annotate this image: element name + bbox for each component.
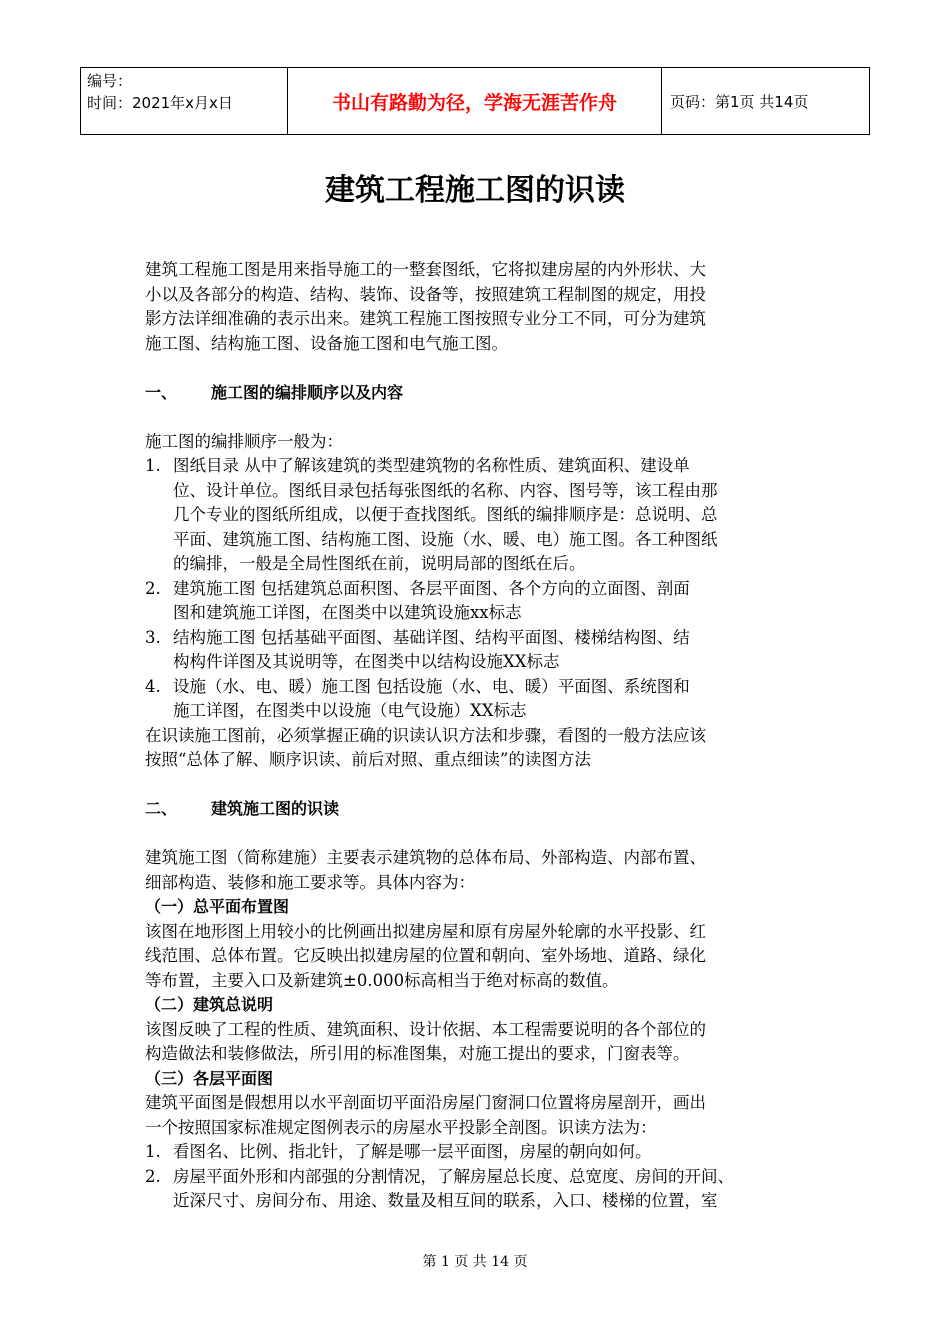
- closing-line: 按照“总体了解、顺序识读、前后对照、重点细读”的读图方法: [145, 750, 591, 769]
- list-number: 2.: [145, 578, 161, 598]
- subsection-heading: （一）总平面布置图: [145, 897, 290, 916]
- list-line: 房屋平面外形和内部强的分割情况，了解房屋总长度、总宽度、房间的开间、: [173, 1166, 734, 1186]
- page-info: 页码：第1页 共14页: [662, 68, 870, 135]
- closing-line: 在识读施工图前，必须掌握正确的识读认识方法和步骤，看图的一般方法应该: [145, 725, 706, 745]
- page-footer: 第 1 页 共 14 页: [422, 1254, 528, 1270]
- section2-heading: [145, 797, 815, 822]
- paragraph-line: 等布置，主要入口及新建筑±0.000标高相当于绝对标高的数值。: [145, 970, 619, 990]
- intro-paragraph: [145, 258, 815, 356]
- section2-title: 建筑施工图的识读: [211, 799, 340, 818]
- paragraph-line: 一个按照国家标准规定图例表示的房屋水平投影全剖图。识读方法为：: [145, 1117, 657, 1137]
- header-table: [80, 67, 870, 135]
- list-line: 图纸目录 从中了解该建筑的类型建筑物的名称性质、建筑面积、建设单: [173, 456, 690, 475]
- list-number: 3.: [145, 627, 161, 647]
- section1-heading: [145, 381, 815, 406]
- list-item: [145, 577, 815, 626]
- paragraph-line: 建筑平面图是假想用以水平剖面切平面沿房屋门窗洞口位置将房屋剖开，画出: [145, 1093, 706, 1112]
- paragraph-line: 该图在地形图上用较小的比例画出拟建房屋和原有房屋外轮廓的水平投影、红: [145, 921, 706, 941]
- list-item: [145, 626, 815, 675]
- list-line: 的编排，一般是全局性图纸在前，说明局部的图纸在后。: [173, 554, 586, 573]
- list-line: 建筑施工图 包括建筑总面积图、各层平面图、各个方向的立面图、剖面: [173, 578, 690, 598]
- list-number: 2.: [145, 1166, 161, 1186]
- intro-line: 施工图、结构施工图、设备施工图和电气施工图。: [145, 333, 508, 353]
- document-body: [145, 258, 815, 1214]
- list-line: 构构件详图及其说明等，在图类中以结构设施XX标志: [173, 652, 560, 671]
- section2-lead: 细部构造、装修和施工要求等。具体内容为：: [145, 872, 475, 892]
- section2-lead: 建筑施工图（简称建施）主要表示建筑物的总体布局、外部构造、内部布置、: [145, 848, 706, 867]
- header-left-cell: [81, 68, 288, 135]
- list-number: 1.: [145, 1142, 161, 1161]
- list-item: [145, 454, 815, 577]
- motto: 书山有路勤为径，学海无涯苦作舟: [288, 68, 662, 135]
- section2-number: 二、: [145, 799, 178, 818]
- list-line: 看图名、比例、指北针，了解是哪一层平面图，房屋的朝向如何。: [173, 1142, 652, 1161]
- list-number: 1.: [145, 456, 161, 475]
- list-line: 设施（水、电、暖）施工图 包括设施（水、电、暖）平面图、系统图和: [173, 676, 690, 696]
- list-number: 4.: [145, 676, 161, 696]
- intro-line: 小以及各部分的构造、结构、装饰、设备等，按照建筑工程制图的规定，用投: [145, 284, 706, 304]
- subsection-heading: （三）各层平面图: [145, 1068, 274, 1088]
- time-label: 时间：2021年x月x日: [87, 94, 233, 112]
- list-line: 图和建筑施工详图，在图类中以建筑设施xx标志: [173, 603, 522, 622]
- intro-line: 建筑工程施工图是用来指导施工的一整套图纸，它将拟建房屋的内外形状、大: [145, 260, 706, 279]
- list-line: 近深尺寸、房间分布、用途、数量及相互间的联系，入口、楼梯的位置，室: [173, 1191, 718, 1210]
- number-label: 编号：: [87, 72, 133, 90]
- list-line: 几个专业的图纸所组成，以便于查找图纸。图纸的编排顺序是：总说明、总: [173, 505, 718, 524]
- section1-number: 一、: [145, 382, 178, 402]
- list-item: [145, 1140, 815, 1165]
- document-title: 建筑工程施工图的识读: [325, 173, 625, 208]
- section1-title: 施工图的编排顺序以及内容: [211, 382, 404, 402]
- list-item: [145, 1165, 815, 1214]
- subsection-heading: （二）建筑总说明: [145, 995, 274, 1014]
- list-line: 施工详图，在图类中以设施（电气设施）XX标志: [173, 701, 527, 720]
- section1-lead: 施工图的编排顺序一般为：: [145, 431, 343, 451]
- list-item: [145, 675, 815, 724]
- list-line: 平面、建筑施工图、结构施工图、设施（水、暖、电）施工图。各工种图纸: [173, 529, 718, 549]
- paragraph-line: 线范围、总体布置。它反映出拟建房屋的位置和朝向、室外场地、道路、绿化: [145, 946, 706, 965]
- list-line: 结构施工图 包括基础平面图、基础详图、结构平面图、楼梯结构图、结: [173, 627, 690, 647]
- paragraph-line: 构造做法和装修做法，所引用的标准图集，对施工提出的要求，门窗表等。: [145, 1044, 690, 1063]
- paragraph-line: 该图反映了工程的性质、建筑面积、设计依据、本工程需要说明的各个部位的: [145, 1019, 706, 1039]
- list-line: 位、设计单位。图纸目录包括每张图纸的名称、内容、图号等，该工程由那: [173, 480, 718, 500]
- intro-line: 影方法详细准确的表示出来。建筑工程施工图按照专业分工不同，可分为建筑: [145, 309, 706, 328]
